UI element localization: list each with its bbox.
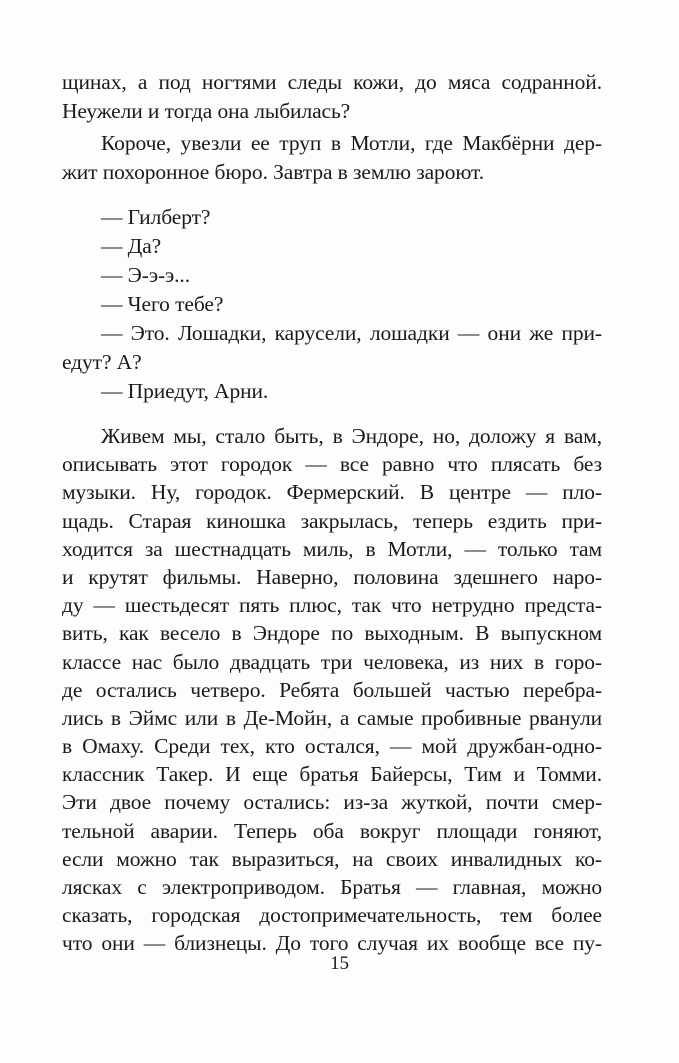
text-line: в Омаху. Среди тех, кто остался, — мой дружбан-одно- bbox=[62, 734, 602, 759]
page-number: 15 bbox=[330, 953, 349, 974]
text-line: если можно так выразиться, на своих инвалидных ко- bbox=[62, 846, 602, 871]
dialogue-line: — Приедут, Арни. bbox=[101, 379, 269, 403]
text-line: описывать этот городок — все равно что плясать без bbox=[62, 452, 602, 477]
dialogue-line: едут? А? bbox=[62, 350, 142, 374]
text-line: сказать, городская достопримечательность, тем более bbox=[62, 903, 602, 928]
text-line: Неужели и тогда она лыбилась? bbox=[62, 99, 351, 123]
text-line: Эти двое почему остались: из-за жуткой, почти смер- bbox=[62, 790, 602, 815]
text-line: жит похоронное бюро. Завтра в землю зароют. bbox=[62, 160, 484, 184]
text-line: лись в Эймс или в Де-Мойн, а самые пробивные рванули bbox=[62, 705, 602, 730]
text-line: щадь. Старая киношка закрылась, теперь ездить при- bbox=[62, 508, 602, 533]
text-line: Живем мы, стало быть, в Эндоре, но, доложу я вам, bbox=[101, 424, 602, 448]
text-line: и крутят фильмы. Наверно, половина здешнего наро- bbox=[62, 564, 602, 589]
text-line: ходится за шестнадцать миль, в Мотли, — только там bbox=[62, 536, 602, 561]
text-line: что они — близнецы. До того случая их вообще все пу- bbox=[62, 931, 602, 956]
text-line: тельной аварии. Теперь оба вокруг площади гоняют, bbox=[62, 818, 602, 843]
dialogue-line: — Гилберт? bbox=[101, 205, 211, 229]
text-line: Короче, увезли ее труп в Мотли, где Макбёрни дер- bbox=[101, 131, 602, 155]
text-line: классе нас было двадцать три человека, из них в горо- bbox=[62, 649, 602, 674]
dialogue-line: — Чего тебе? bbox=[101, 292, 224, 316]
dialogue-line: — Да? bbox=[101, 234, 162, 258]
dialogue-line: — Э-э-э... bbox=[101, 263, 190, 287]
text-line: лясках с электроприводом. Братья — главная, можно bbox=[62, 875, 602, 899]
text-line: классник Такер. И еще братья Байерсы, Тим и Томми. bbox=[62, 762, 602, 787]
text-line: музыки. Ну, городок. Фермерский. В центре — пло- bbox=[62, 480, 602, 505]
dialogue-line: — Это. Лошадки, карусели, лошадки — они же при- bbox=[101, 321, 602, 345]
text-line: щинах, а под ногтями следы кожи, до мяса содранной. bbox=[62, 70, 602, 94]
text-line: ду — шестьдесят пять плюс, так что нетрудно предста- bbox=[62, 593, 602, 618]
text-line: де остались четверо. Ребята большей частью перебра- bbox=[62, 677, 602, 702]
text-line: вить, как весело в Эндоре по выходным. В выпускном bbox=[62, 621, 602, 646]
